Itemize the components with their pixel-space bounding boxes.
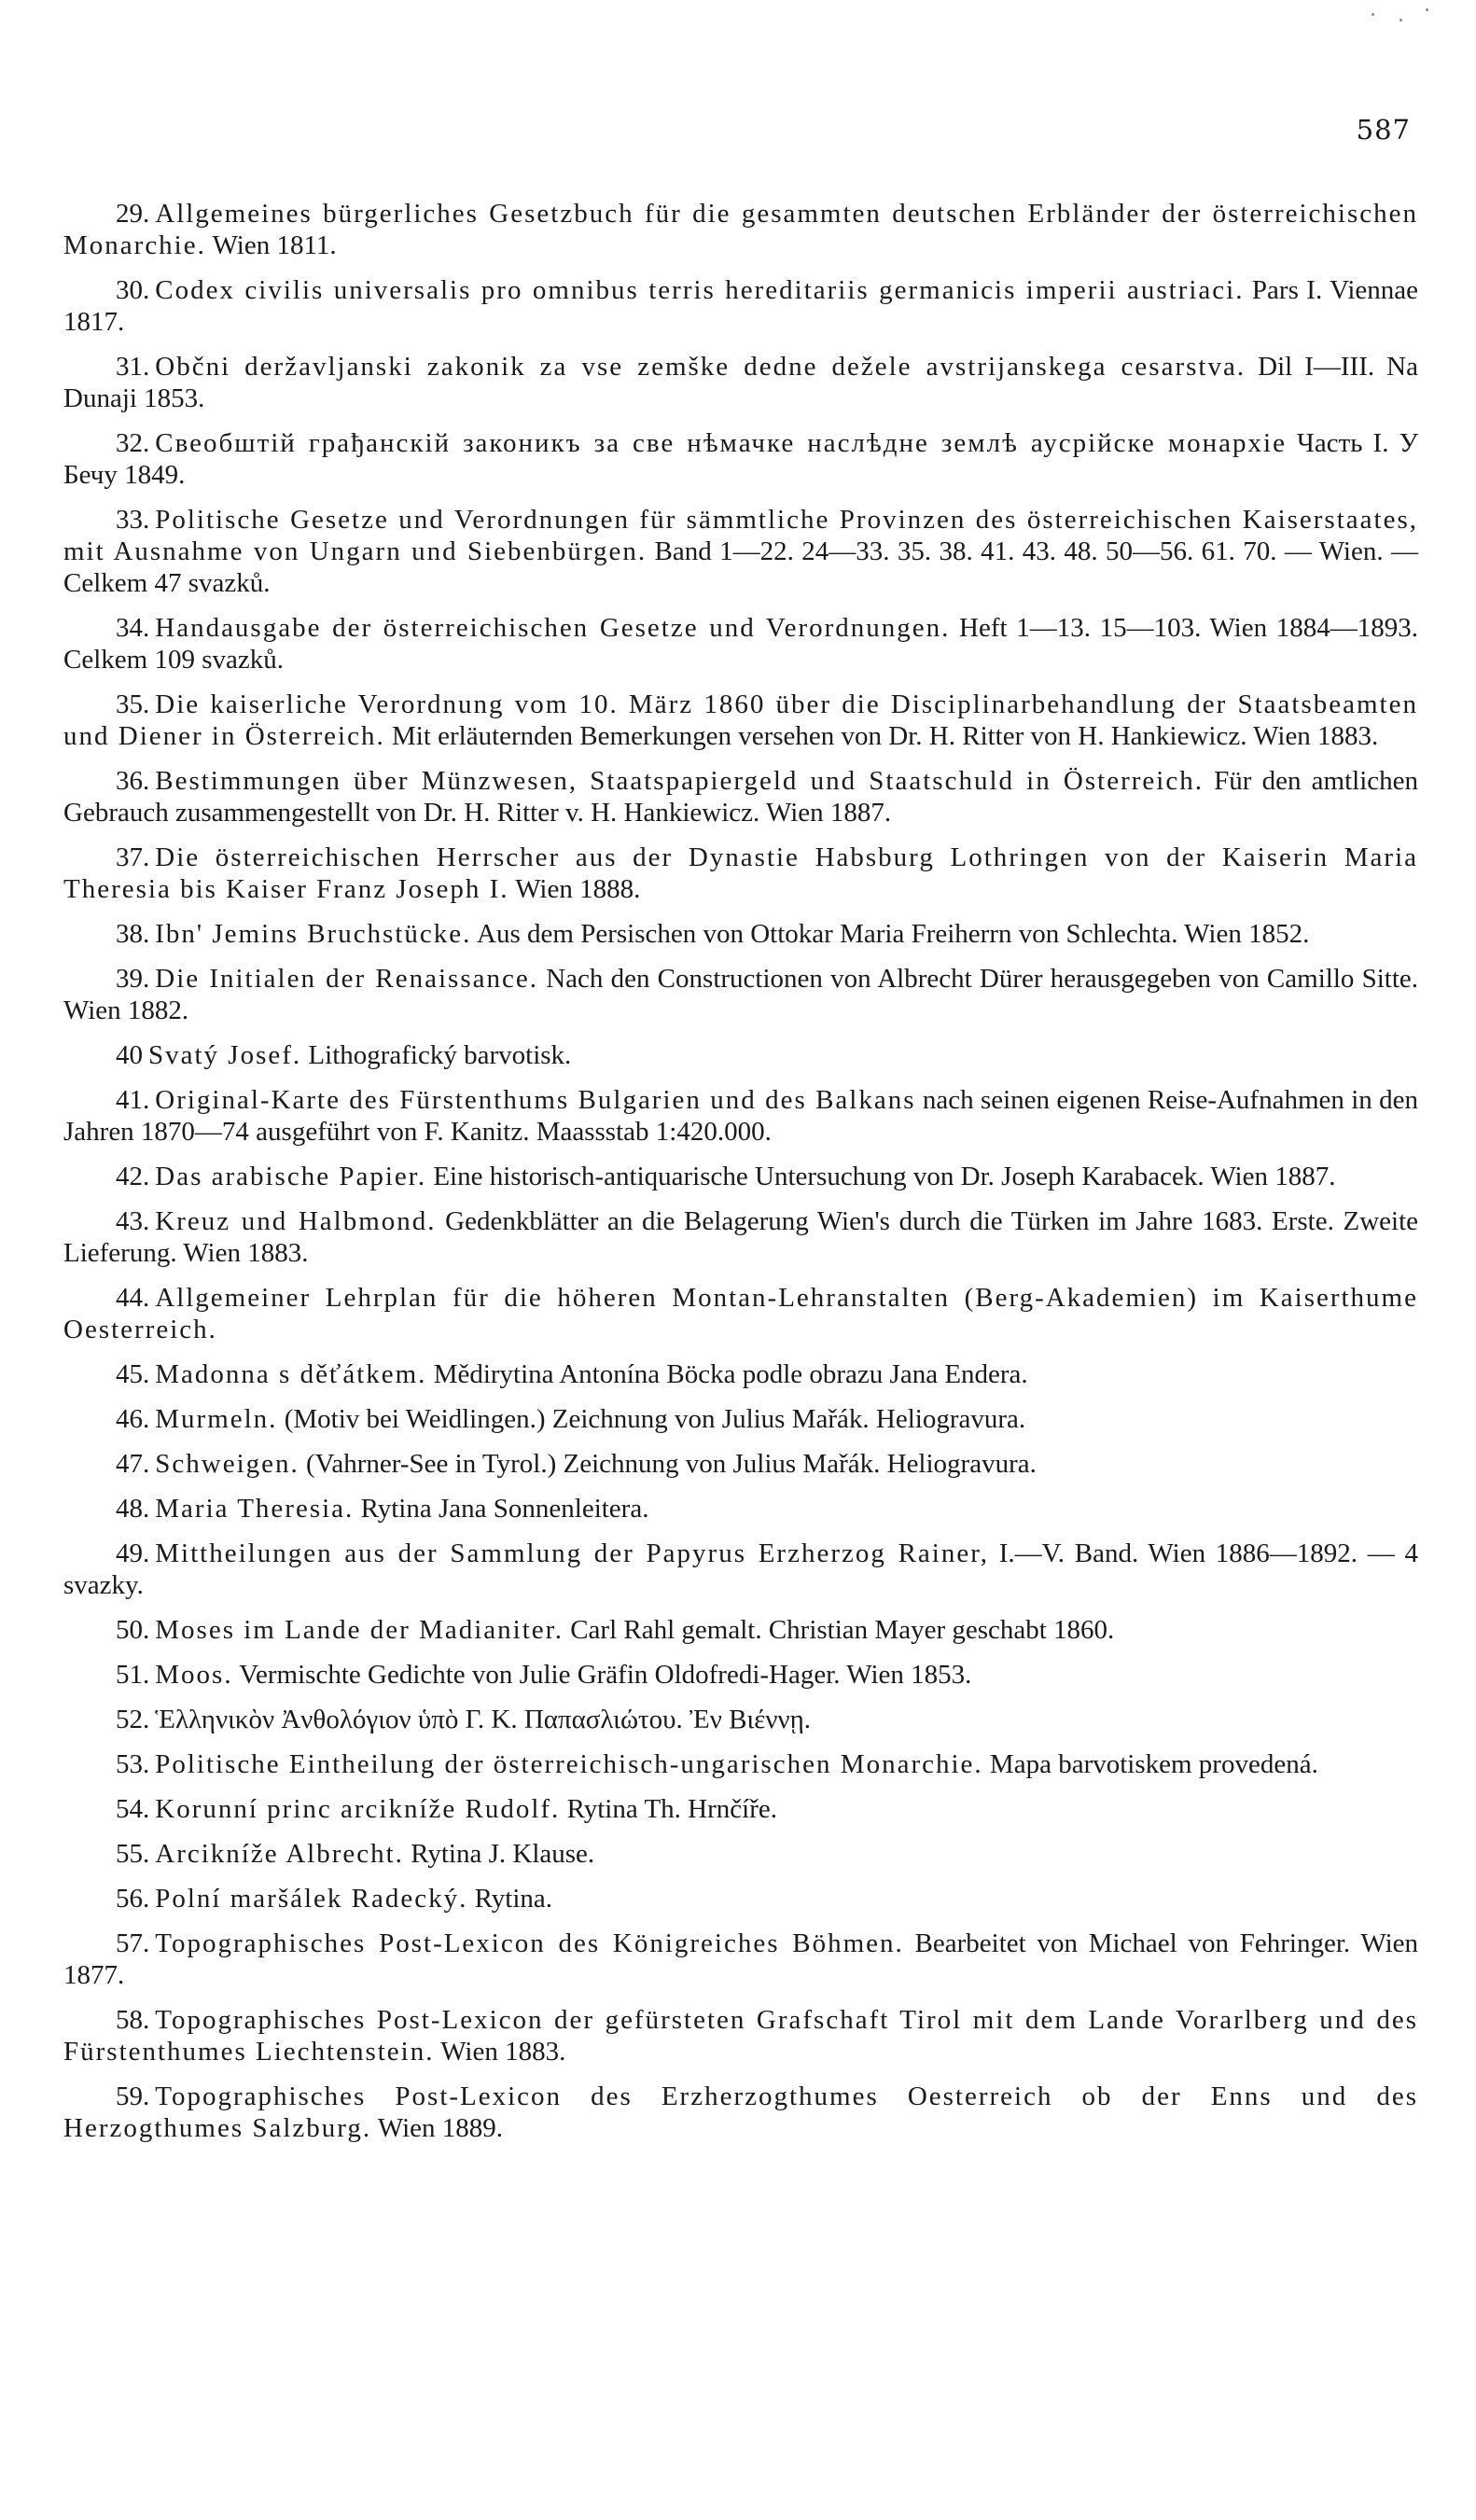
catalog-entry [63,2081,1418,2144]
catalog-entry-list [63,198,1418,2157]
catalog-entry [63,612,1418,675]
entry-number: 41. [116,1085,150,1115]
catalog-entry [63,351,1418,414]
entry-details: I.—V. Band. Wien 1886—1892. — 4 svazky. [63,1538,1418,1600]
entry-number: 53. [116,1749,150,1779]
entry-details: (Motiv bei Weidlingen.) Zeichnung von Julius Mařák. Heliogravura. [277,1404,1026,1434]
entry-title: Die österreichischen Herrscher aus der Dynastie Habsburg Lothringen von der Kaiserin Maria Theresia bis Kaiser Franz Joseph I. [63,842,1418,904]
entry-number: 33. [116,505,150,535]
entry-title: Politische Gesetze und Verordnungen für sämmtliche Provinzen des österreichischen Kaiserstaates, mit Ausnahme von Ungarn und Siebenbürgen. [63,505,1418,566]
entry-title: Maria Theresia. [155,1494,355,1524]
catalog-entry [63,1493,1418,1525]
scan-speck [1399,19,1402,21]
entry-details: Wien 1889. [371,2113,504,2143]
entry-details: Wien 1883. [434,2037,566,2067]
entry-details: Dil I—III. Na Dunaji 1853. [63,352,1418,413]
catalog-entry [63,198,1418,261]
entry-title: Topographisches Post-Lexicon des Erzherzogthumes Oesterreich ob der Enns und des Herzogthumes Salzburg. [63,2081,1418,2143]
entry-details: (Vahrner-See in Tyrol.) Zeichnung von Julius Mařák. Heliogravura. [299,1449,1037,1479]
catalog-entry [63,1205,1418,1269]
entry-title: Topographisches Post-Lexicon des Königreiches Böhmen. [155,1928,904,1958]
entry-title: Die kaiserliche Verordnung vom 10. März 1860 über die Disciplinarbehandlung der Staatsbeamten und Diener in Österreich. [63,689,1418,751]
entry-number: 39. [116,964,150,994]
entry-details: Mědirytina Antonína Böcka podle obrazu Jana Endera. [426,1359,1028,1389]
entry-details: Часть I. У Бечу 1849. [63,428,1418,490]
entry-title: Schweigen. [155,1449,299,1479]
entry-details: Carl Rahl gemalt. Christian Mayer geschabt 1860. [563,1615,1115,1645]
entry-number: 43. [116,1206,150,1236]
catalog-entry [63,1659,1418,1691]
entry-number: 58. [116,2005,150,2035]
entry-details: Eine historisch-antiquarische Untersuchung von Dr. Joseph Karabacek. Wien 1887. [426,1162,1336,1191]
entry-title: Allgemeines bürgerliches Gesetzbuch für die gesammten deutschen Erbländer der österreichischen Monarchie. [63,199,1418,260]
entry-details: Rytina J. Klause. [403,1839,595,1869]
entry-details: Rytina Jana Sonnenleitera. [354,1494,649,1524]
scan-speck [1426,8,1428,11]
catalog-entry [63,1793,1418,1825]
entry-details: Vermischte Gedichte von Julie Gräfin Oldofredi-Hager. Wien 1853. [232,1660,972,1690]
entry-title: Občni deržavljanski zakonik za vse zemške dedne dežele avstrijanskega cesarstva. [155,352,1246,382]
entry-title: Topographisches Post-Lexicon der gefürsteten Grafschaft Tirol mit dem Lande Vorarlberg und des Fürstenthumes Liechtenstein. [63,2005,1418,2067]
entry-number: 31. [116,352,150,382]
entry-number: 30. [116,275,150,305]
entry-number: 55. [116,1839,150,1869]
catalog-entry [63,1039,1418,1071]
entry-details: Band 1—22. 24—33. 35. 38. 41. 43. 48. 50—56. 61. 70. — Wien. — Celkem 47 svazků. [63,536,1418,598]
entry-title: Original-Karte des Fürstenthums Bulgarien und des Balkans [155,1085,916,1115]
entry-number: 35. [116,689,150,719]
entry-title: Bestimmungen über Münzwesen, Staatspapiergeld und Staatschuld in Österreich. [155,766,1204,796]
entry-details: Rytina Th. Hrnčíře. [560,1794,777,1824]
entry-number: 46. [116,1404,150,1434]
catalog-entry [63,427,1418,491]
entry-title: Handausgabe der österreichischen Gesetze und Verordnungen. [155,613,951,643]
entry-details: Wien 1888. [508,874,641,904]
page-number: 587 [1356,114,1411,146]
entry-title: Die Initialen der Renaissance. [155,964,538,994]
entry-number: 52. [116,1705,150,1734]
catalog-entry [63,765,1418,828]
catalog-entry [63,842,1418,905]
entry-number: 38. [116,919,150,949]
catalog-entry [63,504,1418,599]
entry-details: Mit erläuternden Bemerkungen versehen von Dr. H. Ritter von H. Hankiewicz. Wien 1883. [384,721,1379,751]
entry-details: Rytina. [467,1884,553,1914]
entry-number: 47. [116,1449,150,1479]
entry-number: 32. [116,428,150,458]
entry-title: Moses im Lande der Madianiter. [155,1615,564,1645]
entry-title: Arcikníže Albrecht. [155,1839,404,1869]
entry-details: Für den amtlichen Gebrauch zusammengestellt von Dr. H. Ritter v. H. Hankiewicz. Wien 1887. [63,766,1418,828]
entry-title: Murmeln. [155,1404,278,1434]
entry-number: 56. [116,1884,150,1914]
entry-details: nach seinen eigenen Reise-Aufnahmen in den Jahren 1870—74 ausgeführt von F. Kanitz. Maassstab 1:420.000. [63,1085,1418,1147]
entry-details: Nach den Constructionen von Albrecht Dürer herausgegeben von Camillo Sitte. Wien 1882. [63,964,1419,1025]
entry-number: 29. [116,199,150,229]
catalog-entry [63,1748,1418,1780]
entry-details: Lithografický barvotisk. [301,1040,572,1070]
catalog-entry [63,1403,1418,1435]
entry-details: Aus dem Persischen von Ottokar Maria Freiherrn von Schlechta. Wien 1852. [471,919,1310,949]
entry-details: Pars I. Viennae 1817. [63,275,1418,337]
entry-details: Bearbeitet von Michael von Fehringer. Wien 1877. [63,1928,1418,1990]
entry-number: 44. [116,1283,150,1313]
catalog-entry [63,1084,1418,1148]
entry-details: Mapa barvotiskem provedená. [982,1749,1318,1779]
entry-details: Gedenkblätter an die Belagerung Wien's durch die Türken im Jahre 1683. Erste. Zweite Lieferung. Wien 1883. [63,1206,1418,1268]
entry-title: Ibn' Jemins Bruchstücke. [155,919,472,949]
catalog-entry [63,1883,1418,1914]
entry-number: 50. [116,1615,150,1645]
entry-title: Allgemeiner Lehrplan für die höheren Montan-Lehranstalten (Berg-Akademien) im Kaiserthume Oesterreich. [63,1283,1418,1344]
catalog-entry [63,1448,1418,1480]
entry-number: 54. [116,1794,150,1824]
entry-title: Codex civilis universalis pro omnibus terris hereditariis germanicis imperii austriaci. [155,275,1245,305]
entry-title: Kreuz und Halbmond. [155,1206,437,1236]
entry-number: 49. [116,1538,150,1568]
catalog-entry [63,963,1418,1026]
entry-number: 51. [116,1660,150,1690]
entry-details: Wien 1811. [205,230,337,260]
entry-title: Svatý Josef. [148,1040,302,1070]
entry-number: 45. [116,1359,150,1389]
entry-title: Korunní princ arcikníže Rudolf. [155,1794,561,1824]
entry-title: Politische Eintheilung der österreichisch-ungarischen Monarchie. [155,1749,983,1779]
catalog-entry [63,918,1418,950]
catalog-entry [63,1538,1418,1601]
catalog-entry [63,2004,1418,2068]
entry-number: 59. [116,2081,150,2111]
entry-number: 37. [116,842,150,872]
entry-title: Свеобштій грађанскій законикъ за све нѣмачке наслѣдне землѣ аусрійске монархіе [155,428,1287,458]
scan-speck [1372,13,1374,16]
entry-details: Ἑλληνικὸν Ἀνθολόγιον ὑπὸ Γ. Κ. Παπασλιώτου. Ἐν Βιέννῃ. [155,1705,812,1734]
catalog-entry [63,1928,1418,1991]
entry-title: Moos. [155,1660,233,1690]
entry-title: Mittheilungen aus der Sammlung der Papyrus Erzherzog Rainer, [155,1538,989,1568]
entry-number: 48. [116,1494,150,1524]
catalog-entry [63,1614,1418,1646]
entry-title: Polní maršálek Radecký. [155,1884,468,1914]
catalog-entry [63,689,1418,752]
entry-number: 34. [116,613,150,643]
entry-number: 57. [116,1928,150,1958]
catalog-entry [63,274,1418,338]
entry-title: Das arabische Papier. [155,1162,427,1191]
catalog-entry [63,1704,1418,1735]
catalog-entry [63,1161,1418,1192]
entry-number: 42. [116,1162,150,1191]
catalog-entry [63,1282,1418,1345]
entry-details: Heft 1—13. 15—103. Wien 1884—1893. Celkem 109 svazků. [63,613,1418,675]
catalog-entry [63,1358,1418,1390]
entry-title: Madonna s děťátkem. [155,1359,427,1389]
catalog-entry [63,1838,1418,1870]
entry-number: 36. [116,766,150,796]
entry-number: 40 [116,1040,143,1070]
